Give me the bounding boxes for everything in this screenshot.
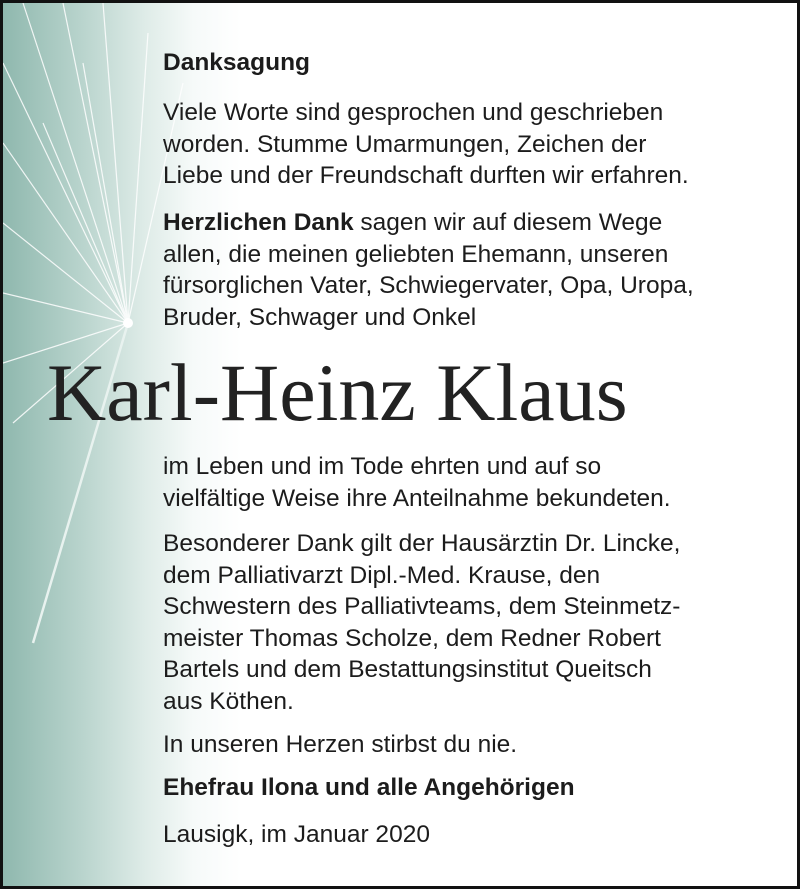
thanks-line: Bruder, Schwager und Onkel <box>163 303 477 331</box>
thanks-line <box>163 207 694 239</box>
special-line: meister Thomas Scholze, dem Redner Robert <box>163 624 661 652</box>
honor-paragraph <box>163 451 671 514</box>
special-line: Besonderer Dank gilt der Hausärztin Dr. Lincke, <box>163 530 681 557</box>
intro-line: worden. Stumme Umarmungen, Zeichen der <box>163 130 647 158</box>
intro-paragraph <box>163 97 689 192</box>
thanks-line: fürsorglichen Vater, Schwiegervater, Opa, Uropa, <box>163 272 694 300</box>
intro-line: Viele Worte sind gesprochen und geschrieben <box>163 99 664 126</box>
special-line: aus Köthen. <box>163 687 294 715</box>
closing-line: In unseren Herzen stirbst du nie. <box>163 731 518 758</box>
special-thanks-paragraph <box>163 528 680 718</box>
intro-line: Liebe und der Freundschaft durften wir erfahren. <box>163 162 689 190</box>
honor-line: im Leben und im Tode ehrten und auf so <box>163 453 602 480</box>
thanks-bold: Herzlichen Dank <box>163 209 354 236</box>
place-date: Lausigk, im Januar 2020 <box>163 821 430 848</box>
special-line: dem Palliativarzt Dipl.-Med. Krause, den <box>163 561 601 589</box>
thanks-rest: sagen wir auf diesem Wege <box>353 209 663 236</box>
special-line: Bartels und dem Bestattungsinstitut Queitsch <box>163 656 652 684</box>
thanks-line: allen, die meinen geliebten Ehemann, unseren <box>163 240 669 268</box>
special-line: Schwestern des Palliativteams, dem Steinmetz- <box>163 593 681 621</box>
signature: Ehefrau Ilona und alle Angehörigen <box>163 774 575 801</box>
heading: Danksagung <box>163 49 311 76</box>
deceased-name: Karl-Heinz Klaus <box>47 347 628 438</box>
honor-line: vielfältige Weise ihre Anteilnahme bekundeten. <box>163 484 671 512</box>
thanks-paragraph <box>163 207 694 333</box>
